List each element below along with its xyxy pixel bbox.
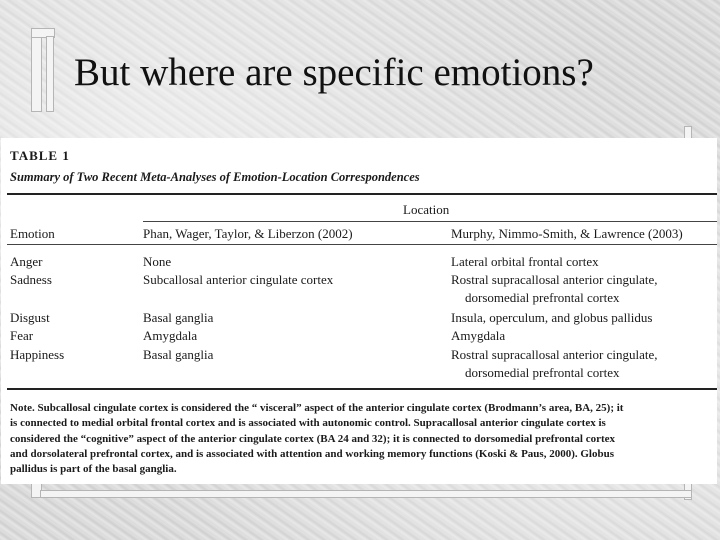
table-caption: Summary of Two Recent Meta-Analyses of Emotion-Location Correspondences xyxy=(10,170,420,184)
note-line: and dorsolateral prefrontal cortex, and is associated with attention and working memory functions (Koski & Paus, 2000). Globus xyxy=(10,447,615,460)
row-fear-murphy: Amygdala xyxy=(451,328,506,343)
note-line: is connected to medial orbital frontal cortex and is associated with autonomic control. Supracallosal anterior cingulate cortex is xyxy=(10,417,606,430)
row-anger-phan: None xyxy=(143,254,172,269)
table-note xyxy=(10,401,716,477)
header-emotion: Emotion xyxy=(10,226,55,241)
row-disgust-phan: Basal ganglia xyxy=(143,310,214,325)
row-happiness-murphy-line1: Rostral supracallosal anterior cingulate, xyxy=(451,347,658,362)
row-sadness-emotion: Sadness xyxy=(10,272,52,287)
slide-title: But where are specific emotions? xyxy=(74,51,594,94)
row-anger-emotion: Anger xyxy=(10,254,43,269)
row-sadness-murphy-line1: Rostral supracallosal anterior cingulate, xyxy=(451,272,658,287)
row-disgust-emotion: Disgust xyxy=(10,310,50,325)
row-fear-emotion: Fear xyxy=(10,328,34,343)
row-sadness-phan: Subcallosal anterior cingulate cortex xyxy=(143,272,334,287)
header-study-murphy: Murphy, Nimmo-Smith, & Lawrence (2003) xyxy=(451,226,683,241)
spanner-rule xyxy=(143,221,717,222)
row-fear-phan: Amygdala xyxy=(143,328,198,343)
row-anger-murphy: Lateral orbital frontal cortex xyxy=(451,254,599,269)
frame-bracket-bottom xyxy=(40,490,692,498)
header-rule xyxy=(7,244,717,245)
table-image-panel xyxy=(1,138,717,484)
location-spanner: Location xyxy=(403,202,450,217)
frame-bracket-left-top xyxy=(31,28,42,112)
table-bottom-rule xyxy=(7,388,717,390)
table-label: TABLE 1 xyxy=(10,148,70,163)
note-line: considered the “cognitive” aspect of the anterior cingulate cortex (BA 24 and 32); it is connected to dorsomedial prefrontal cortex xyxy=(10,432,616,445)
row-disgust-murphy: Insula, operculum, and globus pallidus xyxy=(451,310,653,325)
header-study-phan: Phan, Wager, Taylor, & Liberzon (2002) xyxy=(143,226,353,241)
row-sadness-murphy-line2: dorsomedial prefrontal cortex xyxy=(465,290,620,305)
row-happiness-phan: Basal ganglia xyxy=(143,347,214,362)
note-line: pallidus is part of the basal ganglia. xyxy=(10,463,177,476)
frame-bracket-left-inner xyxy=(46,36,54,112)
row-happiness-emotion: Happiness xyxy=(10,347,65,362)
row-happiness-murphy-line2: dorsomedial prefrontal cortex xyxy=(465,365,620,380)
table-top-rule xyxy=(7,193,717,195)
note-line: Note. Subcallosal cingulate cortex is considered the “ visceral” aspect of the anterior cingulate cortex (Brodmann’s area, BA, 25); it xyxy=(10,402,624,414)
